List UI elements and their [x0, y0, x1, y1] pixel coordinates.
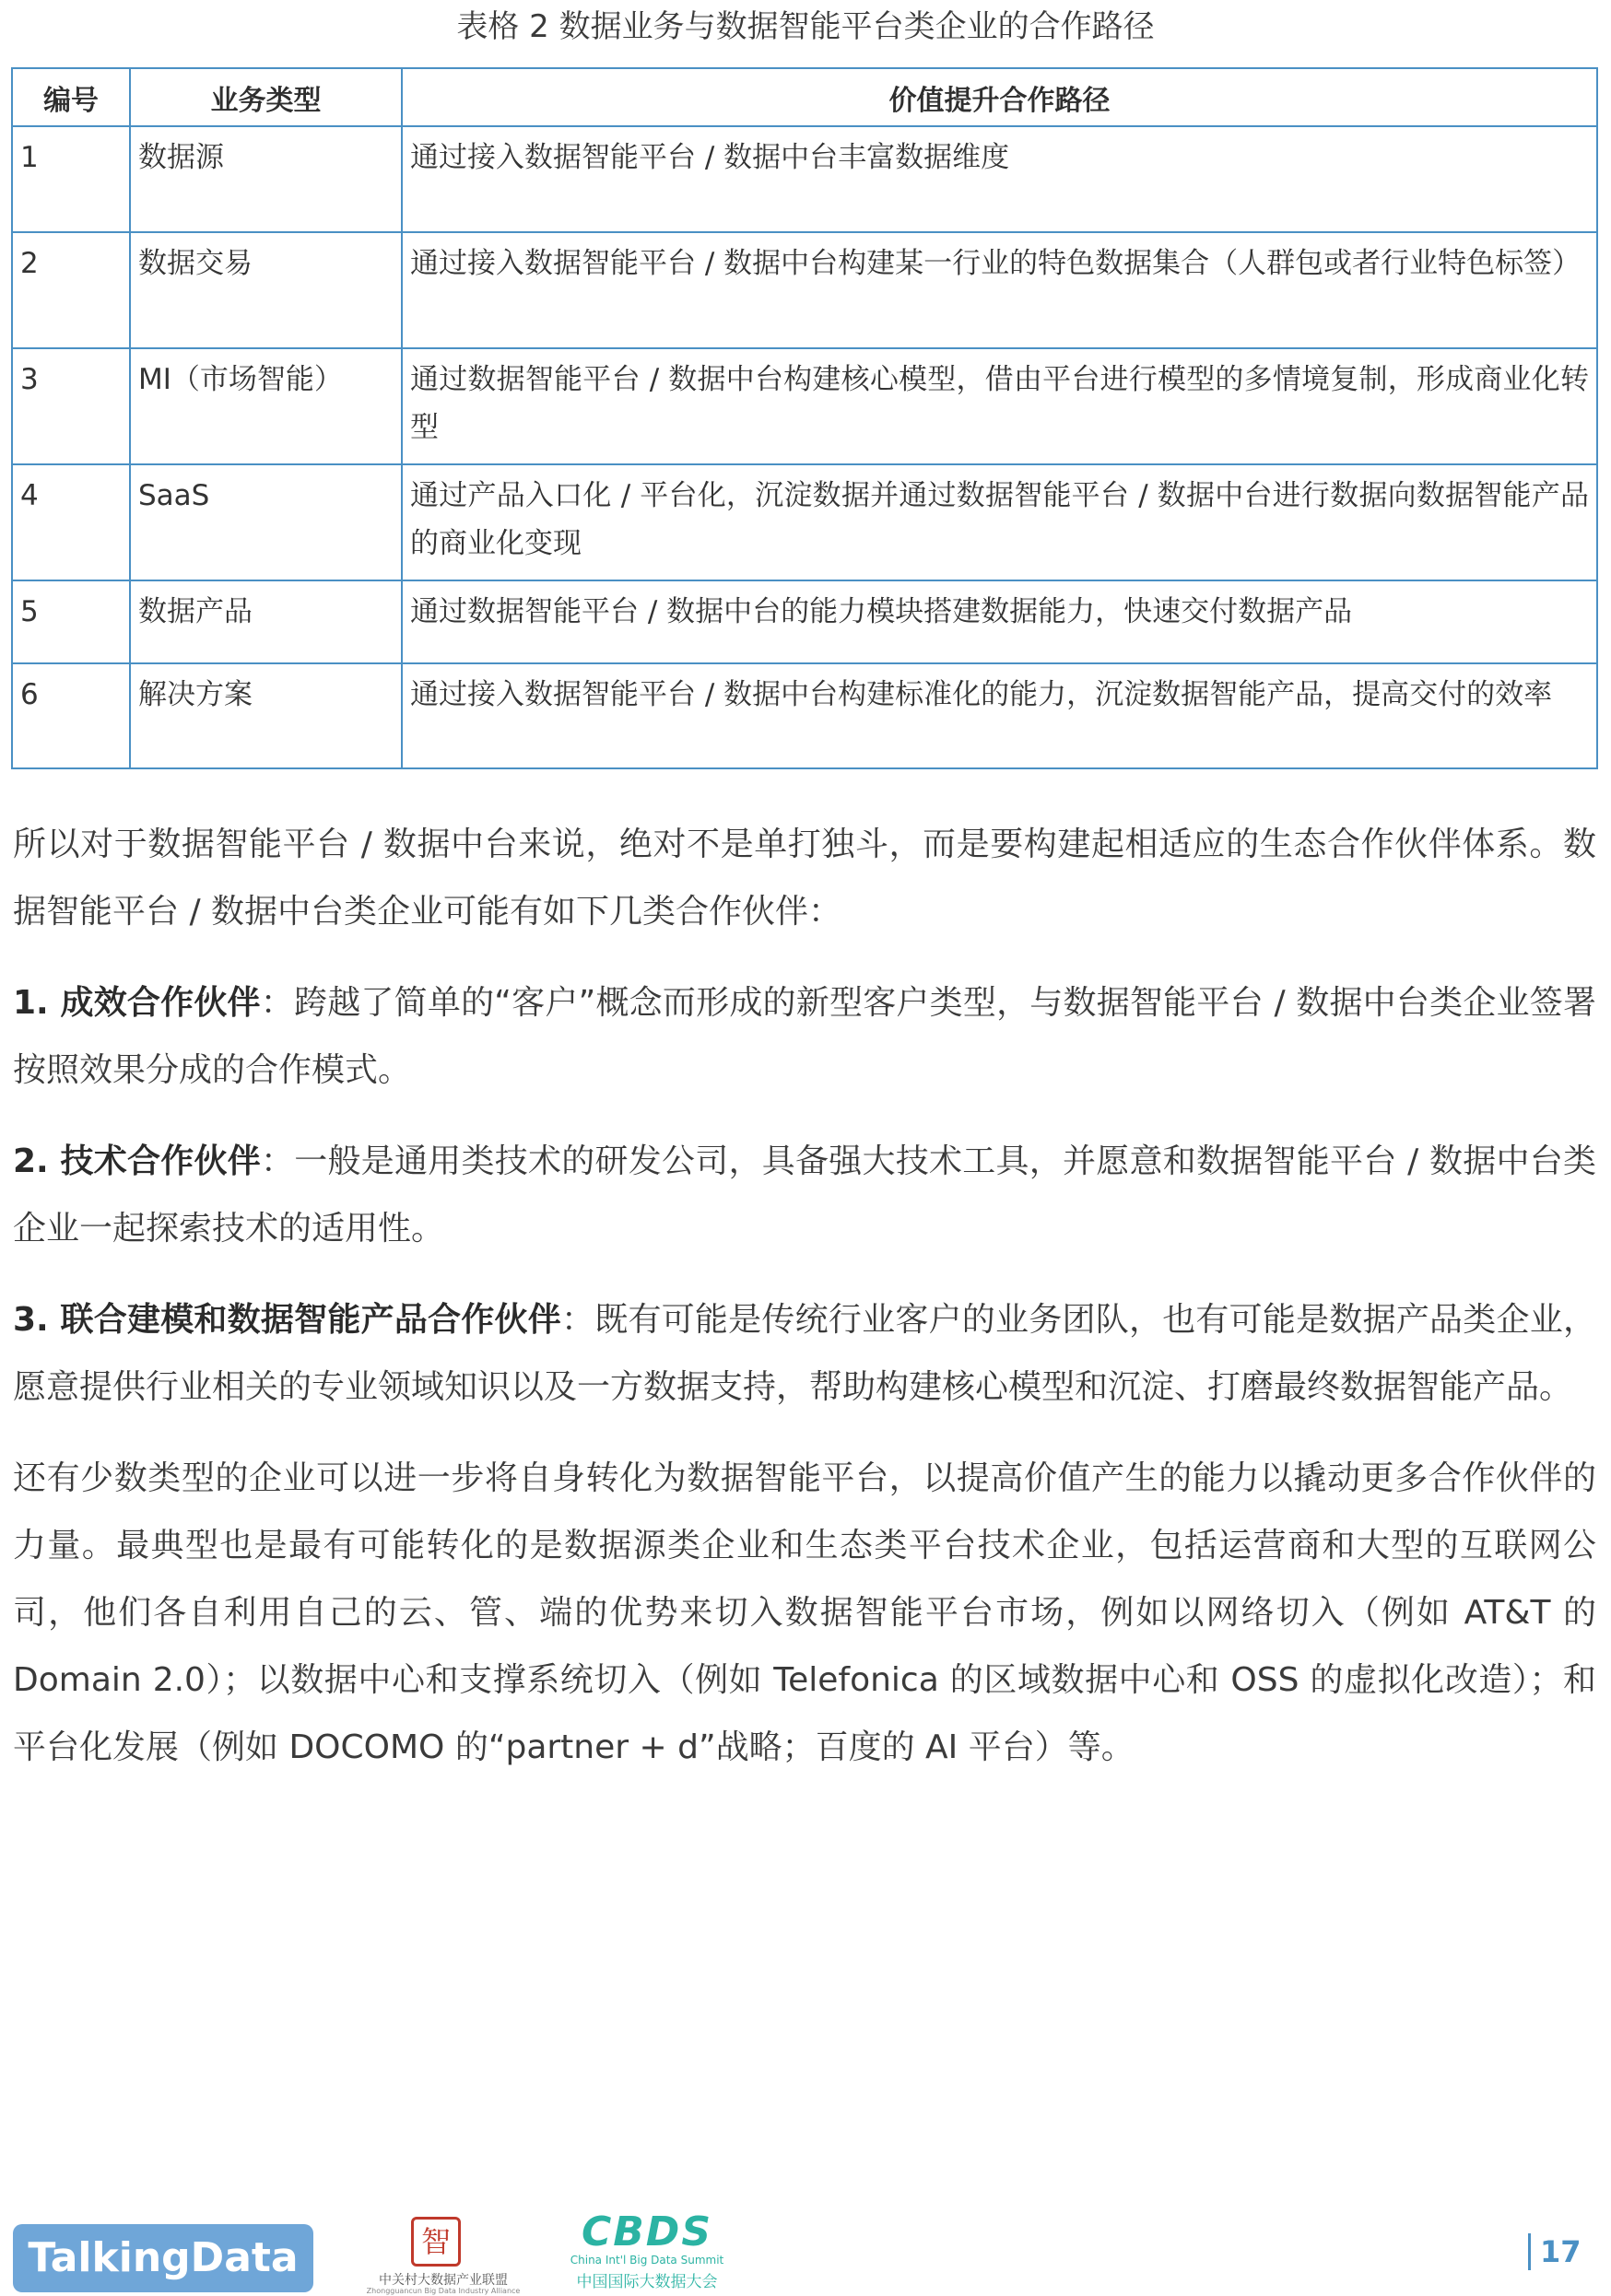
- partnership-table-container: [11, 67, 1596, 769]
- cell-number: 5: [12, 580, 130, 663]
- intro-paragraph: 所以对于数据智能平台 / 数据中台来说，绝对不是单打独斗，而是要构建起相适应的生态合作伙伴体系。数据智能平台 / 数据中台类企业可能有如下几类合作伙伴：: [13, 826, 1596, 931]
- table-header-row: [12, 68, 1597, 126]
- closing-paragraph: 还有少数类型的企业可以进一步将自身转化为数据智能平台，以提高价值产生的能力以撬动更多合作伙伴的力量。最典型也是最有可能转化的是数据源类企业和生态类平台技术企业，包括运营商和大型的互联网公司，他们各自利用自己的云、管、端的优势来切入数据智能平台市场，例如以网络切入（例如 AT&T 的 Domain 2.0）；以数据中心和支撑系统切入（例如 Telefonica 的区域数据中心和 OSS 的虚拟化改造）；和平台化发展（例如 DOCOMO 的“partner + d”战略；百度的 AI 平台）等。: [13, 1459, 1596, 1766]
- partner-paragraph-joint-modeling: [13, 1286, 1596, 1421]
- cbds-logo: [564, 2208, 730, 2294]
- zgc-alliance-name: 中关村大数据产业联盟: [379, 2273, 508, 2288]
- partner-description: ：一般是通用类技术的研发公司，具备强大技术工具，并愿意和数据智能平台 / 数据中台类企业一起探索技术的适用性。: [13, 1142, 1596, 1248]
- cell-business-type: SaaS: [130, 464, 402, 580]
- partnership-table: [11, 67, 1598, 769]
- cell-cooperation-path: 通过接入数据智能平台 / 数据中台构建某一行业的特色数据集合（人群包或者行业特色标签）: [402, 232, 1597, 348]
- partner-title: 1. 成效合作伙伴: [13, 984, 261, 1022]
- header-business-type: 业务类型: [130, 68, 402, 126]
- partner-paragraph-outcome: [13, 969, 1596, 1104]
- partner-description: ：跨越了简单的“客户”概念而形成的新型客户类型，与数据智能平台 / 数据中台类企业签署按照效果分成的合作模式。: [13, 984, 1596, 1089]
- cell-cooperation-path: 通过接入数据智能平台 / 数据中台构建标准化的能力，沉淀数据智能产品，提高交付的效率: [402, 663, 1597, 768]
- page-number: 17: [1528, 2233, 1582, 2270]
- cell-cooperation-path: 通过数据智能平台 / 数据中台构建核心模型，借由平台进行模型的多情境复制，形成商业化转型: [402, 348, 1597, 464]
- talkingdata-logo: TalkingData: [13, 2224, 313, 2292]
- zgc-alliance-name-en: Zhongguancun Big Data Industry Alliance: [366, 2287, 521, 2295]
- table-row: [12, 232, 1597, 348]
- cell-number: 3: [12, 348, 130, 464]
- cell-number: 6: [12, 663, 130, 768]
- cell-business-type: MI（市场智能）: [130, 348, 402, 464]
- header-cooperation-path: 价值提升合作路径: [402, 68, 1597, 126]
- cell-business-type: 解决方案: [130, 663, 402, 768]
- seal-icon: 智: [411, 2217, 461, 2267]
- cell-number: 4: [12, 464, 130, 580]
- cell-business-type: 数据产品: [130, 580, 402, 663]
- cell-cooperation-path: 通过数据智能平台 / 数据中台的能力模块搭建数据能力，快速交付数据产品: [402, 580, 1597, 663]
- cbds-name-cn: 中国国际大数据大会: [576, 2273, 718, 2291]
- table-row: [12, 464, 1597, 580]
- cell-cooperation-path: 通过接入数据智能平台 / 数据中台丰富数据维度: [402, 126, 1597, 232]
- cbds-name-en: China Int'l Big Data Summit: [570, 2254, 724, 2267]
- cell-number: 2: [12, 232, 130, 348]
- partner-paragraph-technology: [13, 1128, 1596, 1262]
- cell-number: 1: [12, 126, 130, 232]
- partner-title: 2. 技术合作伙伴: [13, 1142, 262, 1180]
- header-number: 编号: [12, 68, 130, 126]
- cell-business-type: 数据源: [130, 126, 402, 232]
- partner-title: 3. 联合建模和数据智能产品合作伙伴: [13, 1301, 561, 1339]
- table-row: [12, 348, 1597, 464]
- table-row: [12, 663, 1597, 768]
- page-footer: [0, 2200, 1611, 2295]
- table-row: [12, 126, 1597, 232]
- table-caption: 表格 2 数据业务与数据智能平台类企业的合作路径: [456, 8, 1155, 45]
- table-row: [12, 580, 1597, 663]
- cbds-mark: CBDS: [581, 2208, 713, 2255]
- partner-description: ：既有可能是传统行业客户的业务团队，也有可能是数据产品类企业，愿意提供行业相关的专业领域知识以及一方数据支持，帮助构建核心模型和沉淀、打磨最终数据智能产品。: [13, 1301, 1596, 1406]
- body-text: [13, 811, 1596, 1781]
- zgc-alliance-logo: [347, 2217, 540, 2296]
- cell-business-type: 数据交易: [130, 232, 402, 348]
- cell-cooperation-path: 通过产品入口化 / 平台化，沉淀数据并通过数据智能平台 / 数据中台进行数据向数据智能产品的商业化变现: [402, 464, 1597, 580]
